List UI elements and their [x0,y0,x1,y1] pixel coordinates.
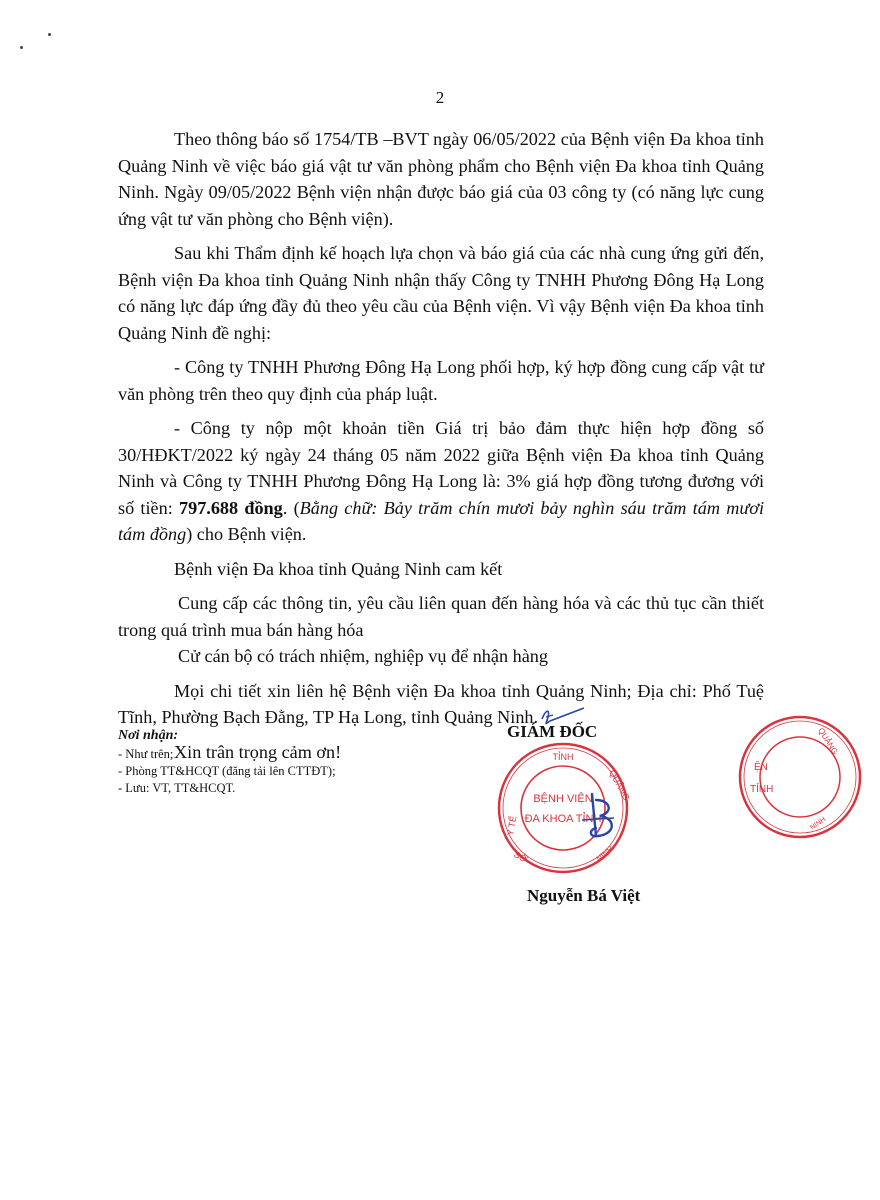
svg-text:NINH: NINH [809,816,828,832]
recipients-list [118,727,336,797]
stamp-center-line1: BỆNH VIỆN [533,793,593,805]
recipients-title: Nơi nhận: [118,728,179,743]
guarantee-amount: 797.688 đồng [179,497,283,518]
scan-speck [20,46,23,49]
svg-text:QUẢNG: QUẢNG [816,726,840,756]
stamp-ring-right: QUẢNG [607,768,632,803]
director-name: Nguyễn Bá Việt [527,886,641,905]
recipient-item: - Phòng TT&HCQT (đăng tải lên CTTĐT); [118,764,336,778]
paragraph-contact-address: Mọi chi tiết xin liên hệ Bệnh viện Đa khoa tỉnh Quảng Ninh; Địa chỉ: Phố Tuệ Tĩnh, Phường Bạch Đằng, TP Hạ Long, tỉnh Quảng Ninh. [118,680,764,727]
paragraph-commitment-staff: Cử cán bộ có trách nhiệm, nghiệp vụ để nhận hàng [178,646,548,666]
paragraph-notice-reference: Theo thông báo số 1754/TB –BVT ngày 06/05/2022 của Bệnh viện Đa khoa tỉnh Quảng Ninh về việc báo giá vật tư văn phòng phẩm cho Bệnh viện Đa khoa tỉnh Quảng Ninh. Ngày 09/05/2022 Bệnh viện nhận được báo giá của 03 công ty (có năng lực cung ứng vật tư văn phòng cho Bệnh viện). [118,129,764,229]
stamp-center-line2: ĐA KHOA TỈNH [524,813,602,825]
stamp-ring-left: Y TẾ [505,815,519,837]
paragraph-commitment-info: Cung cấp các thông tin, yêu cầu liên quan đến hàng hóa và các thủ tục cần thiết trong quá trình mua bán hàng hóa [118,593,764,640]
partial-seal-edge [732,712,840,842]
paragraph-contract-signing: - Công ty TNHH Phương Đông Hạ Long phối hợp, ký hợp đồng cung cấp vật tư văn phòng trên theo quy định của pháp luật. [118,357,764,404]
paragraph-appraisal: Sau khi Thẩm định kế hoạch lựa chọn và báo giá của các nhà cung ứng gửi đến, Bệnh viện Đa khoa tỉnh Quảng Ninh nhận thấy Công ty TNHH Phương Đông Hạ Long có năng lực đáp ứng đầy đủ theo yêu cầu của Bệnh viện. Vì vậy Bệnh viện Đa khoa tỉnh Quảng Ninh đề nghị: [118,243,764,343]
scan-speck [48,33,51,36]
letter-body [118,126,764,765]
director-title: GIÁM ĐỐC [507,722,598,741]
guarantee-text: - Công ty nộp một khoản tiền Giá trị bảo đảm thực hiện hợp đồng số 30/HĐKT/2022 ký ngày 24 tháng 05 năm 2022 giữa Bệnh viện Đa khoa tỉnh Quảng Ninh và Công ty TNHH Phương Đông Hạ Long là: 3% giá hợp đồng tương đương với số tiền: [118,418,764,518]
svg-text:ỆN: ỆN [754,762,768,773]
stamp-ring-bottom: NINH [594,844,616,864]
page-number: 2 [435,88,445,107]
stamp-ring-bottom-left: SỞ [512,849,529,865]
paragraph-commitment-heading: Bệnh viện Đa khoa tỉnh Quảng Ninh cam kết [174,558,503,579]
recipient-item: - Lưu: VT, TT&HCQT. [118,781,236,795]
director-signature [570,790,630,850]
recipient-item: - Như trên; [118,747,174,761]
guarantee-amount-in-words: Bằng chữ: Bảy trăm chín mươi bảy nghìn sáu trăm tám mươi tám đồng [118,497,765,544]
stamp-ring-top: TỈNH [552,752,574,762]
paragraph-guarantee: - Công ty nộp một khoản tiền Giá trị bảo đảm thực hiện hợp đồng số 30/HĐKT/2022 ký ngày 24 tháng 05 năm 2022 giữa Bệnh viện Đa khoa tỉnh Quảng Ninh và Công ty TNHH Phương Đông Hạ Long là: 3% giá hợp đồng tương đương với số tiền: 797.688 đồng. (Bằng chữ: Bảy trăm chín mươi bảy nghìn sáu trăm tám mươi tám đồng) cho Bệnh viện. [118,418,765,544]
svg-text:TỈNH: TỈNH [750,784,774,795]
paragraph-thanks: Xin trân trọng cảm ơn! [174,741,342,762]
